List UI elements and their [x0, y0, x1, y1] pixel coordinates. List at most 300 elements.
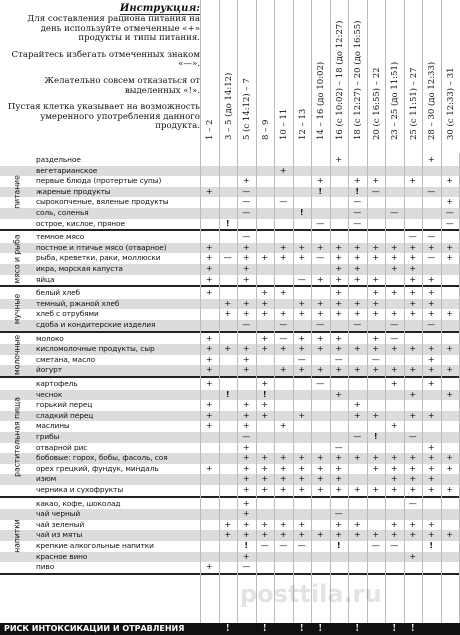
table-cell: +	[409, 551, 417, 561]
column-divider	[441, 153, 442, 623]
table-cell: +	[242, 442, 250, 452]
table-cell: +	[372, 298, 380, 308]
table-cell: +	[242, 453, 250, 463]
table-cell: +	[298, 344, 306, 354]
table-cell: +	[205, 344, 213, 354]
instruction-p1: Для составления рациона питания на день используйте отмеченные «+» продукты и типы питания.	[27, 14, 200, 44]
table-cell: +	[427, 242, 435, 252]
table-row	[0, 176, 460, 187]
table-cell: !	[355, 186, 360, 196]
row-label: хлеб с отрубями	[36, 309, 99, 319]
group-name: мучные	[12, 294, 22, 325]
column-header	[330, 0, 350, 153]
group-separator	[0, 376, 460, 378]
table-cell: —	[316, 218, 325, 228]
table-row	[0, 288, 460, 299]
table-cell: !	[225, 389, 230, 399]
row-label: темное мясо	[36, 232, 85, 242]
table-cell: +	[446, 485, 454, 494]
table-cell: +	[205, 253, 213, 263]
table-row	[0, 400, 460, 411]
table-cell: +	[390, 530, 398, 540]
table-cell: +	[261, 474, 269, 484]
table-cell: —	[353, 432, 362, 441]
table-cell: —	[223, 253, 232, 263]
table-cell: +	[353, 453, 361, 463]
table-cell: +	[427, 410, 435, 420]
table-cell: +	[316, 530, 324, 540]
table-cell: +	[446, 253, 454, 263]
table-cell: +	[446, 176, 454, 186]
table-cell: +	[316, 344, 324, 354]
column-header-label: 5 (с 14:12) – 7	[242, 78, 253, 140]
table-cell: !	[225, 218, 230, 228]
table-cell: +	[298, 463, 306, 473]
table-cell: +	[242, 176, 250, 186]
table-cell: +	[242, 421, 250, 431]
table-cell: +	[224, 309, 232, 319]
table-cell: +	[390, 379, 398, 388]
table-row	[0, 509, 460, 520]
table-cell: —	[408, 232, 417, 242]
table-cell: +	[353, 309, 361, 319]
row-label: какао, кофе, шоколад	[36, 498, 121, 508]
table-cell: —	[390, 208, 399, 217]
instruction-p2: Старайтесь избегать отмеченных знаком «—».	[11, 49, 200, 70]
table-cell: +	[409, 365, 417, 375]
row-label: кисломолочные продукты, сыр	[36, 344, 155, 354]
table-cell: +	[390, 288, 398, 298]
table-cell: +	[427, 530, 435, 540]
table-cell: +	[279, 474, 287, 484]
table-cell: +	[372, 453, 380, 463]
column-header-label: 30 (с 12:33) – 31	[445, 67, 456, 140]
table-row	[0, 253, 460, 264]
table-cell: +	[390, 485, 398, 494]
table-cell: +	[261, 530, 269, 540]
table-cell: +	[242, 530, 250, 540]
table-cell: —	[427, 186, 436, 196]
table-cell: +	[335, 463, 343, 473]
group-separator	[0, 496, 460, 498]
table-cell: +	[335, 264, 343, 273]
table-cell: +	[279, 421, 287, 431]
table-cell: +	[242, 410, 250, 420]
table-cell: +	[279, 453, 287, 463]
table-cell: +	[335, 274, 343, 284]
table-cell: +	[409, 530, 417, 540]
table-cell: —	[242, 208, 251, 217]
table-cell: +	[446, 309, 454, 319]
table-cell: +	[335, 365, 343, 375]
table-cell: +	[353, 242, 361, 252]
table-cell: +	[205, 264, 213, 273]
table-cell: +	[316, 453, 324, 463]
table-cell: +	[335, 519, 343, 529]
column-header-label: 23 – 25 (до 11:51)	[390, 61, 401, 140]
table-cell: +	[335, 333, 343, 343]
table-cell: +	[261, 309, 269, 319]
table-cell: +	[409, 463, 417, 473]
table-row	[0, 243, 460, 254]
table-cell: —	[334, 442, 343, 452]
table-cell: +	[427, 344, 435, 354]
row-label: темный, ржаной хлеб	[36, 298, 120, 308]
table-cell: +	[316, 242, 324, 252]
table-cell: +	[446, 344, 454, 354]
table-cell: +	[205, 365, 213, 375]
column-header	[311, 0, 331, 153]
table-row	[0, 309, 460, 320]
table-cell: +	[446, 197, 454, 207]
table-row	[0, 197, 460, 208]
risk-cell: !	[318, 624, 323, 634]
group-name: напитки	[12, 518, 22, 553]
table-cell: —	[279, 197, 288, 207]
row-label: бобовые: горох, бобы, фасоль, соя	[36, 453, 168, 463]
row-label: яйца	[36, 274, 55, 284]
table-cell: +	[205, 242, 213, 252]
table-cell: —	[260, 541, 269, 550]
table-cell: +	[427, 463, 435, 473]
table-cell: +	[427, 379, 435, 388]
table-row	[0, 264, 460, 275]
table-cell: +	[242, 309, 250, 319]
table-cell: +	[409, 389, 417, 399]
table-cell: +	[242, 463, 250, 473]
table-cell: +	[409, 288, 417, 298]
group-label	[0, 232, 34, 287]
group-label	[0, 288, 34, 332]
column-divider	[311, 153, 312, 623]
table-row	[0, 299, 460, 310]
table-cell: —	[353, 218, 362, 228]
row-label: сдоба и кондитерские изделия	[36, 320, 156, 329]
table-cell: +	[242, 519, 250, 529]
table-row	[0, 443, 460, 454]
column-header-label: 3 – 5 (до 14:12)	[223, 72, 234, 140]
table-cell: +	[205, 463, 213, 473]
group-name: молочные	[12, 334, 22, 375]
table-cell: +	[390, 474, 398, 484]
table-cell: +	[390, 463, 398, 473]
table-cell: +	[261, 379, 269, 388]
table-cell: +	[409, 264, 417, 273]
column-divider	[367, 153, 368, 623]
risk-cell: !	[355, 624, 360, 634]
risk-cell: !	[225, 624, 230, 634]
table-cell: +	[279, 519, 287, 529]
table-cell: +	[205, 274, 213, 284]
table-cell: +	[242, 551, 250, 561]
column-header	[293, 0, 313, 153]
table-cell: +	[205, 333, 213, 343]
table-cell: +	[409, 485, 417, 494]
table-row	[0, 320, 460, 331]
table-cell: —	[445, 218, 454, 228]
column-header	[385, 0, 405, 153]
table-cell: +	[335, 253, 343, 263]
table-cell: +	[279, 309, 287, 319]
table-cell: +	[261, 463, 269, 473]
table-cell: +	[242, 498, 250, 508]
table-cell: +	[298, 242, 306, 252]
row-label: вегетарианское	[36, 165, 98, 175]
instruction-p4: Пустая клетка указывает на возможность умеренного употребления данного продукта.	[7, 102, 200, 132]
table-cell: —	[297, 541, 306, 550]
row-label: отварной рис	[36, 442, 88, 452]
table-cell: !	[318, 186, 323, 196]
group-label	[0, 334, 34, 378]
group-label	[0, 155, 34, 231]
table-cell: !	[336, 541, 341, 550]
table-cell: +	[409, 253, 417, 263]
row-label: постное и птичье мясо (отварное)	[36, 242, 167, 252]
table-cell: +	[242, 365, 250, 375]
table-cell: —	[353, 197, 362, 207]
table-cell: +	[446, 463, 454, 473]
row-label: белый хлеб	[36, 288, 81, 298]
column-header	[274, 0, 294, 153]
risk-cell: !	[392, 624, 397, 634]
table-cell: +	[316, 298, 324, 308]
table-cell: +	[298, 298, 306, 308]
table-row	[0, 208, 460, 219]
table-cell: +	[353, 519, 361, 529]
row-label: чай зеленый	[36, 519, 85, 529]
table-cell: +	[205, 354, 213, 364]
table-cell: —	[371, 541, 380, 550]
table-cell: —	[242, 432, 251, 441]
table-cell: —	[334, 509, 343, 519]
table-cell: —	[353, 320, 362, 329]
table-cell: +	[446, 453, 454, 463]
risk-cell: !	[299, 624, 304, 634]
table-cell: +	[242, 344, 250, 354]
table-cell: +	[261, 519, 269, 529]
table-cell: —	[427, 253, 436, 263]
table-row	[0, 219, 460, 230]
table-cell: +	[353, 344, 361, 354]
table-row	[0, 344, 460, 355]
table-cell: +	[427, 519, 435, 529]
table-cell: +	[335, 242, 343, 252]
group-label	[0, 379, 34, 498]
row-label: чеснок	[36, 389, 63, 399]
table-cell: —	[371, 354, 380, 364]
table-row	[0, 334, 460, 345]
instruction-p3: Желательно совсем отказаться от выделенных «!».	[44, 75, 200, 96]
table-row	[0, 187, 460, 198]
table-cell: +	[353, 298, 361, 308]
group-name: мясо и рыба	[12, 234, 22, 284]
table-cell: +	[335, 474, 343, 484]
table-cell: +	[353, 253, 361, 263]
table-cell: +	[427, 274, 435, 284]
table-cell: +	[298, 333, 306, 343]
table-cell: +	[298, 309, 306, 319]
table-cell: +	[261, 485, 269, 494]
table-cell: +	[224, 519, 232, 529]
table-row	[0, 499, 460, 510]
table-cell: —	[242, 186, 251, 196]
table-cell: +	[409, 344, 417, 354]
table-cell: +	[353, 530, 361, 540]
risk-cell: !	[262, 624, 267, 634]
table-row	[0, 275, 460, 286]
table-cell: +	[390, 344, 398, 354]
table-cell: +	[372, 365, 380, 375]
table-cell: +	[446, 530, 454, 540]
table-cell: —	[242, 232, 251, 242]
table-cell: +	[353, 274, 361, 284]
table-cell: —	[445, 208, 454, 217]
group-separator	[0, 229, 460, 231]
column-header	[348, 0, 368, 153]
table-cell: +	[316, 176, 324, 186]
row-label: крепкие алкогольные напитки	[36, 541, 154, 550]
table-cell: +	[316, 485, 324, 494]
table-cell: +	[298, 474, 306, 484]
table-cell: +	[205, 410, 213, 420]
row-label: грибы	[36, 432, 60, 441]
row-label: красное вино	[36, 551, 88, 561]
column-divider	[330, 153, 331, 623]
row-label: соль, соленья	[36, 208, 89, 217]
table-cell: +	[242, 354, 250, 364]
table-cell: +	[335, 309, 343, 319]
table-cell: +	[298, 453, 306, 463]
table-cell: +	[316, 309, 324, 319]
risk-label: РИСК ИНТОКСИКАЦИИ И ОТРАВЛЕНИЯ	[4, 624, 185, 633]
table-cell: +	[279, 165, 287, 175]
table-cell: +	[427, 453, 435, 463]
table-cell: +	[409, 410, 417, 420]
row-label: пиво	[36, 562, 55, 572]
table-cell: +	[298, 410, 306, 420]
table-row	[0, 474, 460, 485]
column-header-label: 20 (с 16:55) – 22	[371, 67, 382, 140]
table-cell: —	[297, 274, 306, 284]
table-cell: +	[316, 474, 324, 484]
table-cell: +	[409, 298, 417, 308]
table-cell: +	[427, 442, 435, 452]
row-label: первые блюда (протертые супы)	[36, 176, 162, 186]
table-row	[0, 530, 460, 541]
row-label: горький перец	[36, 400, 93, 410]
table-cell: —	[427, 232, 436, 242]
table-cell: +	[372, 485, 380, 494]
column-divider	[219, 153, 220, 623]
table-cell: +	[372, 253, 380, 263]
table-cell: +	[261, 298, 269, 308]
table-cell: +	[316, 274, 324, 284]
table-cell: +	[242, 253, 250, 263]
table-cell: +	[261, 410, 269, 420]
table-cell: +	[353, 410, 361, 420]
column-header-label: 28 – 30 (до 12:33)	[427, 61, 438, 140]
table-row	[0, 520, 460, 531]
table-cell: —	[390, 320, 399, 329]
table-row	[0, 432, 460, 443]
table-row	[0, 379, 460, 390]
table-cell: —	[242, 320, 251, 329]
column-divider	[256, 153, 257, 623]
table-cell: +	[279, 288, 287, 298]
table-cell: —	[408, 432, 417, 441]
table-row	[0, 562, 460, 573]
column-header-label: 16 (с 10:02) – 18 (до 12:27)	[334, 20, 345, 140]
column-header	[256, 0, 276, 153]
table-cell: +	[335, 288, 343, 298]
table-cell: +	[242, 264, 250, 273]
table-row	[0, 232, 460, 243]
table-cell: —	[279, 541, 288, 550]
group-name: питание	[12, 175, 22, 209]
table-cell: +	[242, 474, 250, 484]
table-cell: !	[373, 432, 378, 441]
table-cell: +	[261, 253, 269, 263]
table-cell: +	[409, 519, 417, 529]
column-header	[441, 0, 460, 153]
row-label: йогурт	[36, 365, 62, 375]
table-cell: +	[279, 253, 287, 263]
table-cell: !	[299, 208, 304, 217]
table-cell: +	[372, 530, 380, 540]
row-label: изюм	[36, 474, 57, 484]
table-cell: +	[298, 485, 306, 494]
instructions	[4, 3, 200, 153]
table-cell: +	[353, 264, 361, 273]
column-header-label: 10 – 11	[279, 108, 290, 140]
table-row	[0, 421, 460, 432]
table-cell: +	[427, 474, 435, 484]
table-cell: +	[279, 530, 287, 540]
column-divider	[293, 153, 294, 623]
table-cell: +	[372, 274, 380, 284]
table-cell: +	[427, 354, 435, 364]
column-header-label: 12 – 13	[297, 108, 308, 140]
row-label: чай из мяты	[36, 530, 83, 540]
table-cell: +	[372, 242, 380, 252]
table-cell: +	[353, 365, 361, 375]
table-cell: +	[427, 298, 435, 308]
table-cell: +	[316, 333, 324, 343]
table-cell: +	[261, 288, 269, 298]
table-cell: +	[298, 530, 306, 540]
table-cell: +	[279, 485, 287, 494]
table-cell: +	[279, 344, 287, 354]
table-cell: +	[335, 530, 343, 540]
table-cell: +	[446, 389, 454, 399]
table-cell: +	[390, 253, 398, 263]
table-cell: +	[205, 379, 213, 388]
row-label: рыба, креветки, раки, моллюски	[36, 253, 161, 263]
table-cell: —	[316, 320, 325, 329]
group-separator	[0, 331, 460, 333]
column-header	[422, 0, 442, 153]
table-cell: —	[242, 197, 251, 207]
row-label: острое, кислое, пряное	[36, 218, 125, 228]
watermark: posttila.ru	[240, 580, 382, 608]
row-label: жареные продукты	[36, 186, 111, 196]
table-cell: +	[298, 519, 306, 529]
table-cell: —	[353, 208, 362, 217]
table-cell: +	[409, 176, 417, 186]
table-row	[0, 464, 460, 475]
table-cell: +	[242, 242, 250, 252]
table-row	[0, 155, 460, 166]
